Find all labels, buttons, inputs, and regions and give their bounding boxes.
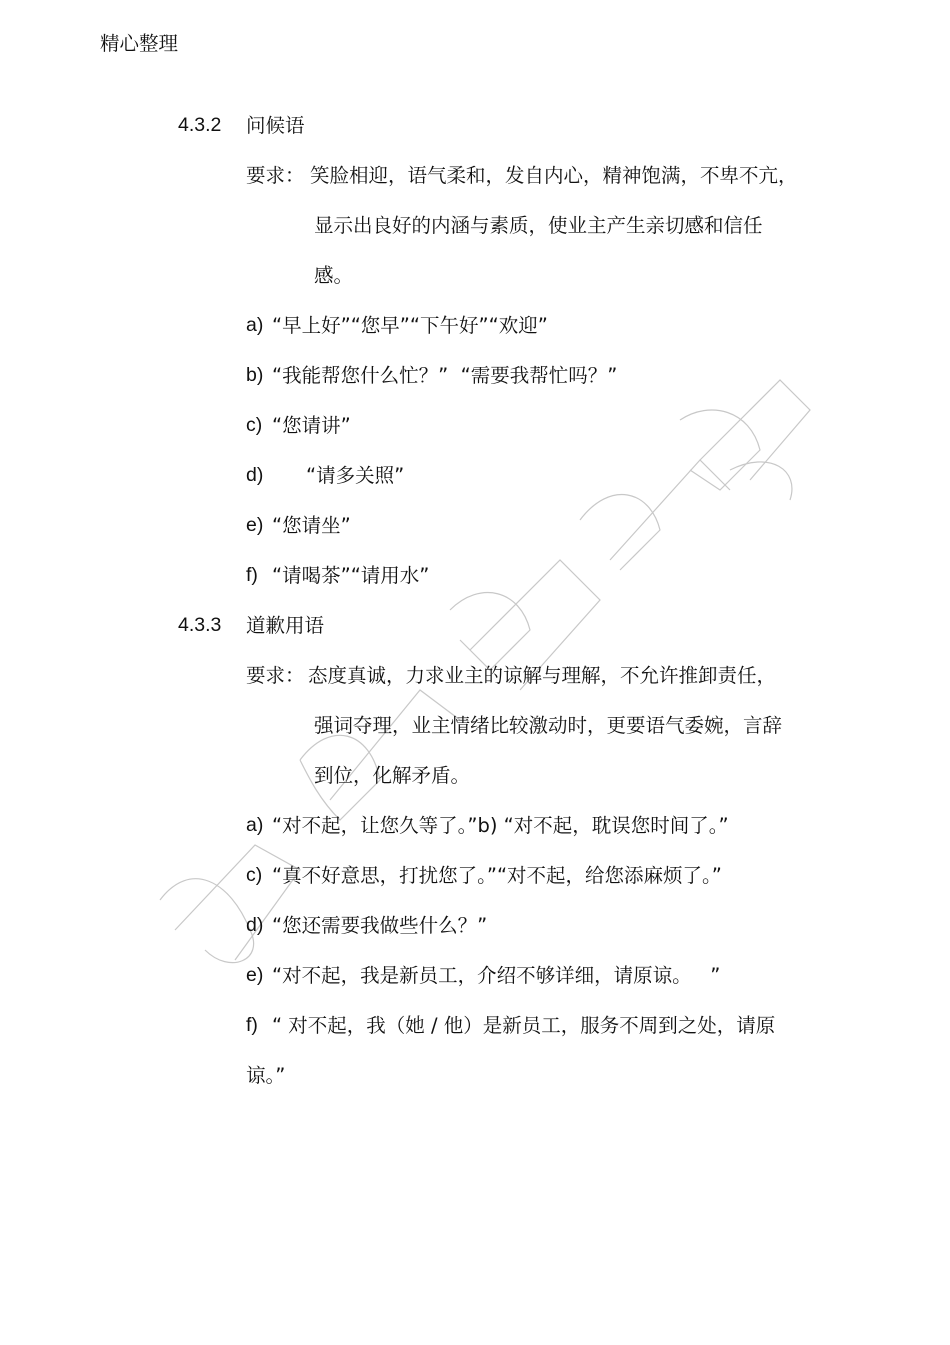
list-marker: e) [246, 964, 264, 986]
list-item: “请喝茶”“请用水” [272, 564, 430, 587]
list-item: “您请坐” [272, 514, 351, 537]
list-item: “我能帮您什么忙？” “需要我帮忙吗？” [272, 364, 618, 387]
requirement-text-line: 感。 [314, 264, 354, 287]
list-marker: e) [246, 514, 264, 536]
list-item: “ 对不起，我（她 / 他）是新员工，服务不周到之处，请原 [272, 1014, 776, 1037]
list-marker: c) [246, 864, 263, 886]
header-title: 精心整理 [100, 32, 179, 55]
list-item: “您还需要我做些什么？” [272, 914, 488, 937]
list-marker: f) [246, 564, 258, 586]
list-marker: c) [246, 414, 263, 436]
list-marker: d) [246, 464, 264, 486]
section-title: 道歉用语 [246, 614, 325, 637]
list-marker: d) [246, 914, 264, 936]
list-item: “真不好意思，打扰您了。”“对不起，给您添麻烦了。” [272, 864, 722, 887]
list-item: “对不起，让您久等了。”b) “对不起，耽误您时间了。” [272, 814, 729, 837]
requirement-text-line: 强词夺理，业主情绪比较激动时，更要语气委婉，言辞 [314, 714, 783, 737]
requirement-text-line: 笑脸相迎，语气柔和，发自内心，精神饱满，不卑不亢， [310, 164, 798, 187]
requirement-label: 要求： [246, 664, 305, 687]
requirement-text-line: 到位，化解矛盾。 [314, 764, 471, 787]
list-item-continuation: 谅。” [246, 1064, 286, 1087]
list-item: “早上好”“您早”“下午好”“欢迎” [272, 314, 548, 337]
section-number: 4.3.2 [178, 114, 222, 136]
list-item: “您请讲” [272, 414, 351, 437]
requirement-text-line: 显示出良好的内涵与素质，使业主产生亲切感和信任 [314, 214, 763, 237]
requirement-label: 要求： [246, 164, 305, 187]
list-marker: a) [246, 814, 264, 836]
list-marker: a) [246, 314, 264, 336]
requirement-text-line: 态度真诚，力求业主的谅解与理解，不允许推卸责任， [308, 664, 777, 687]
section-number: 4.3.3 [178, 614, 222, 636]
list-marker: f) [246, 1014, 258, 1036]
list-item: “请多关照” [306, 464, 405, 487]
list-item: “对不起，我是新员工，介绍不够详细，请原谅。 ” [272, 964, 721, 987]
list-marker: b) [246, 364, 264, 386]
section-title: 问候语 [246, 114, 305, 137]
